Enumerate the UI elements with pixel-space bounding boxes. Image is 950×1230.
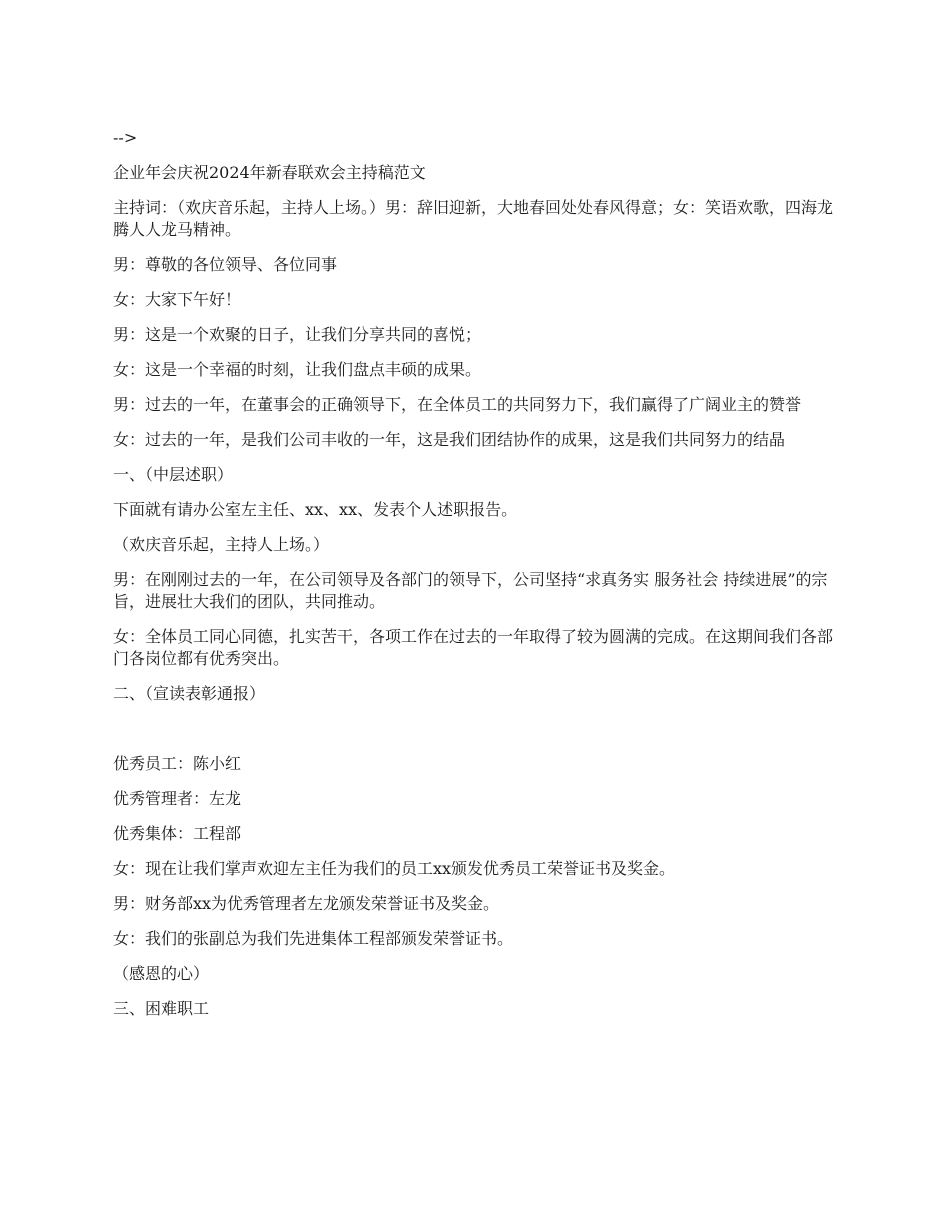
paragraph: 主持词：（欢庆音乐起，主持人上场。）男：辞旧迎新，大地春回处处春风得意；女：笑语欢歌，四海龙腾人人龙马精神。 — [113, 198, 834, 239]
paragraph: 男：尊敬的各位领导、各位同事 — [113, 255, 338, 274]
paragraph: 男：在刚刚过去的一年，在公司领导及各部门的领导下，公司坚持“求真务实 服务社会 持续进展”的宗旨，进展壮大我们的团队，共同推动。 — [113, 570, 828, 611]
paragraph: 男：过去的一年，在董事会的正确领导下，在全体员工的共同努力下，我们赢得了广阔业主的赞誉 — [113, 395, 802, 414]
blank-gap — [113, 718, 843, 753]
document-title: 企业年会庆祝2024年新春联欢会主持稿范文 — [113, 163, 426, 182]
section-heading: 三、困难职工 — [113, 999, 210, 1018]
paragraph: 优秀集体：工程部 — [113, 824, 242, 843]
paragraph: 男：这是一个欢聚的日子，让我们分享共同的喜悦； — [113, 325, 482, 344]
paragraph: 女：过去的一年，是我们公司丰收的一年，这是我们团结协作的成果，这是我们共同努力的结晶 — [113, 430, 786, 449]
paragraph: 下面就有请办公室左主任、xx、xx、发表个人述职报告。 — [113, 500, 518, 519]
paragraph: （欢庆音乐起，主持人上场。） — [113, 535, 330, 554]
document-page — [113, 127, 843, 1033]
paragraph: 男：财务部xx为优秀管理者左龙颁发荣誉证书及奖金。 — [113, 894, 500, 913]
paragraph: 优秀管理者：左龙 — [113, 789, 242, 808]
section-heading: 二、（宣读表彰通报） — [113, 684, 266, 703]
paragraph: 优秀员工：陈小红 — [113, 754, 242, 773]
paragraph: （感恩的心） — [113, 964, 210, 983]
paragraph: 女：大家下午好！ — [113, 290, 242, 309]
paragraph: 女：我们的张副总为我们先进集体工程部颁发荣誉证书。 — [113, 929, 514, 948]
paragraph: 女：现在让我们掌声欢迎左主任为我们的员工xx颁发优秀员工荣誉证书及奖金。 — [113, 859, 676, 878]
arrow-marker: --> — [113, 128, 138, 147]
paragraph: 女：这是一个幸福的时刻，让我们盘点丰硕的成果。 — [113, 360, 482, 379]
section-heading: 一、（中层述职） — [113, 465, 234, 484]
paragraph: 女：全体员工同心同德，扎实苦干，各项工作在过去的一年取得了较为圆满的完成。在这期间我们各部门各岗位都有优秀突出。 — [113, 627, 834, 668]
